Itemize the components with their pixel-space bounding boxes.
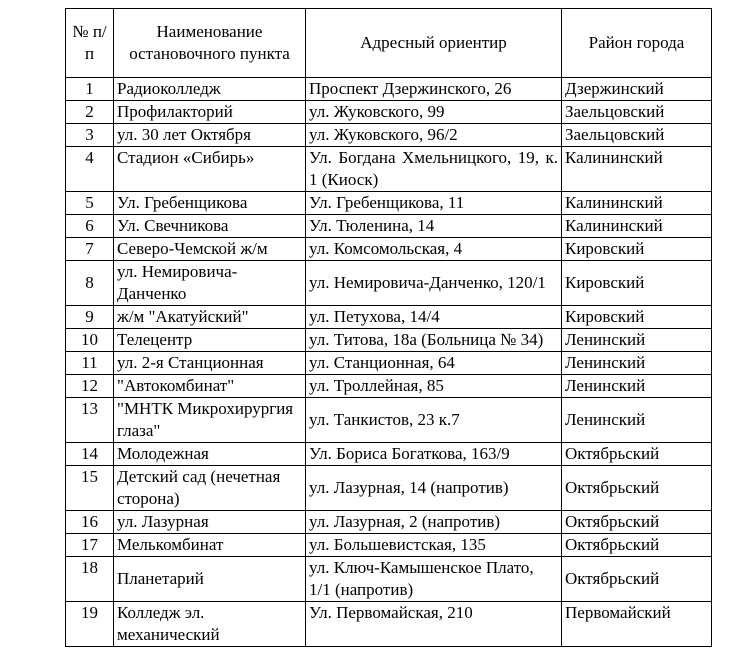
- row-address: ул. Титова, 18а (Больница № 34): [306, 329, 562, 352]
- row-address: Проспект Дзержинского, 26: [306, 78, 562, 101]
- table-header-row: [66, 9, 712, 78]
- row-name: Профилакторий: [114, 101, 306, 124]
- table-row: [66, 511, 712, 534]
- row-num: 19: [66, 602, 114, 647]
- table-row: [66, 534, 712, 557]
- row-name: Колледж эл. механический: [114, 602, 306, 647]
- row-district: Первомайский: [562, 602, 712, 647]
- row-num: 6: [66, 215, 114, 238]
- table-row: [66, 443, 712, 466]
- row-address: ул. Жуковского, 96/2: [306, 124, 562, 147]
- row-name: ул. 30 лет Октября: [114, 124, 306, 147]
- table-row: [66, 466, 712, 511]
- row-num: 1: [66, 78, 114, 101]
- row-name: "Автокомбинат": [114, 375, 306, 398]
- row-name: ж/м "Акатуйский": [114, 306, 306, 329]
- row-num: 9: [66, 306, 114, 329]
- table-row: [66, 192, 712, 215]
- header-name: Наименование остановочного пункта: [114, 9, 306, 78]
- row-district: Ленинский: [562, 375, 712, 398]
- row-address: ул. Станционная, 64: [306, 352, 562, 375]
- table-row: [66, 101, 712, 124]
- row-name: Радиоколледж: [114, 78, 306, 101]
- row-district: Калининский: [562, 215, 712, 238]
- row-address: ул. Немировича-Данченко, 120/1: [306, 261, 562, 306]
- row-name: ул. Лазурная: [114, 511, 306, 534]
- row-address: ул. Петухова, 14/4: [306, 306, 562, 329]
- row-address: Ул. Первомайская, 210: [306, 602, 562, 647]
- row-num: 7: [66, 238, 114, 261]
- row-name: Планетарий: [114, 557, 306, 602]
- row-num: 15: [66, 466, 114, 511]
- row-district: Октябрьский: [562, 443, 712, 466]
- row-num: 13: [66, 398, 114, 443]
- row-address: ул. Большевистская, 135: [306, 534, 562, 557]
- table-row: [66, 261, 712, 306]
- table-row: [66, 78, 712, 101]
- row-district: Ленинский: [562, 398, 712, 443]
- row-address: ул. Лазурная, 2 (напротив): [306, 511, 562, 534]
- row-district: Калининский: [562, 147, 712, 192]
- table-row: [66, 329, 712, 352]
- row-num: 17: [66, 534, 114, 557]
- stops-table: [65, 8, 712, 647]
- table-row: [66, 238, 712, 261]
- row-district: Калининский: [562, 192, 712, 215]
- row-name: Мелькомбинат: [114, 534, 306, 557]
- row-num: 2: [66, 101, 114, 124]
- row-num: 4: [66, 147, 114, 192]
- row-district: Заельцовский: [562, 124, 712, 147]
- row-num: 18: [66, 557, 114, 602]
- row-num: 14: [66, 443, 114, 466]
- table-row: [66, 352, 712, 375]
- row-address: ул. Танкистов, 23 к.7: [306, 398, 562, 443]
- row-district: Заельцовский: [562, 101, 712, 124]
- row-address: Ул. Гребенщикова, 11: [306, 192, 562, 215]
- row-num: 11: [66, 352, 114, 375]
- row-district: Кировский: [562, 306, 712, 329]
- row-num: 16: [66, 511, 114, 534]
- row-district: Кировский: [562, 238, 712, 261]
- row-address: ул. Лазурная, 14 (напротив): [306, 466, 562, 511]
- table-row: [66, 375, 712, 398]
- table-row: [66, 124, 712, 147]
- header-address: Адресный ориентир: [306, 9, 562, 78]
- table-row: [66, 215, 712, 238]
- row-name: Ул. Гребенщикова: [114, 192, 306, 215]
- table-row: [66, 398, 712, 443]
- row-address: Ул. Богдана Хмельницкого, 19, к. 1 (Киоск): [306, 147, 562, 192]
- row-name: Ул. Свечникова: [114, 215, 306, 238]
- table-row: [66, 147, 712, 192]
- row-address: Ул. Бориса Богаткова, 163/9: [306, 443, 562, 466]
- row-district: Кировский: [562, 261, 712, 306]
- row-district: Октябрьский: [562, 557, 712, 602]
- row-name: Стадион «Сибирь»: [114, 147, 306, 192]
- row-district: Октябрьский: [562, 466, 712, 511]
- row-name: ул. 2-я Станционная: [114, 352, 306, 375]
- row-num: 5: [66, 192, 114, 215]
- row-num: 3: [66, 124, 114, 147]
- row-num: 8: [66, 261, 114, 306]
- row-district: Октябрьский: [562, 534, 712, 557]
- row-address: ул. Ключ-Камышенское Плато, 1/1 (напротив): [306, 557, 562, 602]
- row-address: Ул. Тюленина, 14: [306, 215, 562, 238]
- row-address: ул. Троллейная, 85: [306, 375, 562, 398]
- row-name: ул. Немировича-Данченко: [114, 261, 306, 306]
- row-name: "МНТК Микрохирургия глаза": [114, 398, 306, 443]
- table-row: [66, 306, 712, 329]
- row-name: Северо-Чемской ж/м: [114, 238, 306, 261]
- row-name: Телецентр: [114, 329, 306, 352]
- row-district: Дзержинский: [562, 78, 712, 101]
- row-num: 12: [66, 375, 114, 398]
- table-row: [66, 602, 712, 647]
- row-name: Детский сад (нечетная сторона): [114, 466, 306, 511]
- row-address: ул. Жуковского, 99: [306, 101, 562, 124]
- row-name: Молодежная: [114, 443, 306, 466]
- row-district: Октябрьский: [562, 511, 712, 534]
- row-district: Ленинский: [562, 352, 712, 375]
- header-num: № п/п: [66, 9, 114, 78]
- row-num: 10: [66, 329, 114, 352]
- row-address: ул. Комсомольская, 4: [306, 238, 562, 261]
- row-district: Ленинский: [562, 329, 712, 352]
- table-row: [66, 557, 712, 602]
- header-district: Район города: [562, 9, 712, 78]
